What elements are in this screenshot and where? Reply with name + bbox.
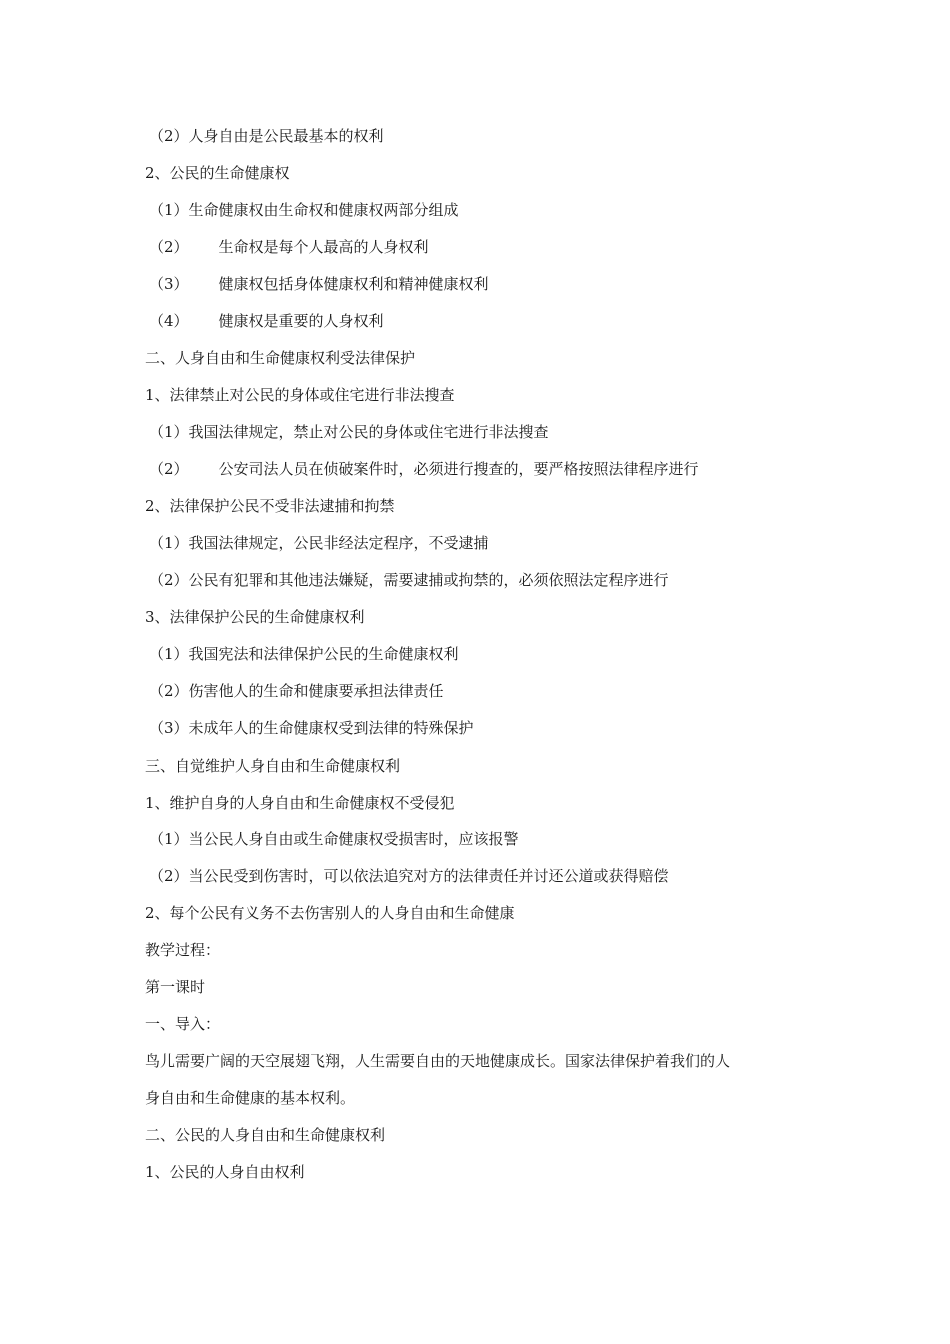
text-line (149, 274, 489, 294)
chapter-heading: 三、自觉维护人身自由和生命健康权利 (145, 757, 401, 775)
text-line: （2）公民有犯罪和其他违法嫌疑，需要逮捕或拘禁的，必须依照法定程序进行 (149, 571, 669, 589)
text-line: （1）生命健康权由生命权和健康权两部分组成 (149, 201, 459, 219)
section-heading: 2、法律保护公民不受非法逮捕和拘禁 (145, 497, 395, 515)
text-line: 第一课时 (145, 978, 206, 996)
section-heading: 2、每个公民有义务不去伤害别人的人身自由和生命健康 (145, 904, 515, 922)
item-text: 生命权是每个人最高的人身权利 (218, 238, 429, 256)
section-heading: 1、维护自身的人身自由和生命健康权不受侵犯 (145, 794, 455, 812)
text-line: （3）未成年人的生命健康权受到法律的特殊保护 (149, 719, 474, 737)
text-line: 教学过程： (145, 941, 221, 959)
text-line (149, 237, 429, 257)
chapter-heading: 二、公民的人身自由和生命健康权利 (145, 1126, 386, 1144)
item-number: （2） (149, 460, 189, 478)
text-line: （1）我国法律规定，禁止对公民的身体或住宅进行非法搜查 (149, 423, 549, 441)
paragraph-line: 鸟儿需要广阔的天空展翅飞翔，人生需要自由的天地健康成长。国家法律保护着我们的人 (145, 1052, 731, 1070)
text-line: （2）人身自由是公民最基本的权利 (149, 127, 384, 145)
text-line (149, 459, 699, 479)
section-heading: 1、法律禁止对公民的身体或住宅进行非法搜查 (145, 386, 455, 404)
section-heading: 1、公民的人身自由权利 (145, 1163, 305, 1181)
chapter-heading: 一、导入： (145, 1015, 221, 1033)
item-text: 公安司法人员在侦破案件时，必须进行搜查的，要严格按照法律程序进行 (218, 460, 699, 478)
item-number: （3） (149, 275, 189, 293)
section-heading: 2、公民的生命健康权 (145, 164, 290, 182)
text-line: （2）当公民受到伤害时，可以依法追究对方的法律责任并讨还公道或获得赔偿 (149, 867, 669, 885)
text-line (149, 311, 384, 331)
chapter-heading: 二、人身自由和生命健康权利受法律保护 (145, 349, 416, 367)
item-number: （2） (149, 238, 189, 256)
item-text: 健康权包括身体健康权利和精神健康权利 (218, 275, 489, 293)
text-line: （2）伤害他人的生命和健康要承担法律责任 (149, 682, 444, 700)
text-line: （1）当公民人身自由或生命健康权受损害时，应该报警 (149, 830, 519, 848)
item-number: （4） (149, 312, 189, 330)
text-line: （1）我国宪法和法律保护公民的生命健康权利 (149, 645, 459, 663)
text-line: （1）我国法律规定，公民非经法定程序，不受逮捕 (149, 534, 489, 552)
section-heading: 3、法律保护公民的生命健康权利 (145, 608, 365, 626)
item-text: 健康权是重要的人身权利 (218, 312, 384, 330)
paragraph-line: 身自由和生命健康的基本权利。 (145, 1089, 356, 1107)
